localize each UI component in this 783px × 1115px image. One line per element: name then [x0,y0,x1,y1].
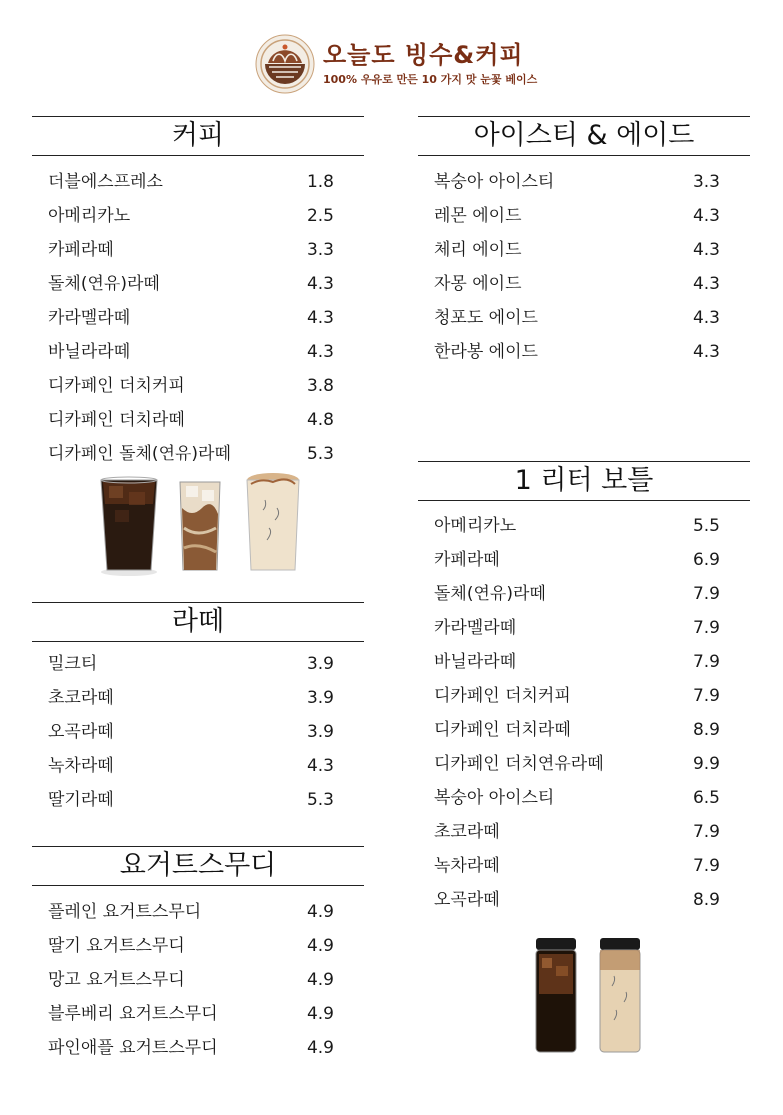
menu-item-price: 4.3 [692,274,720,294]
menu-item-name: 카페라떼 [434,550,500,570]
menu-item [32,267,364,301]
menu-item [32,895,364,929]
menu-item-name: 카라멜라떼 [434,618,517,638]
menu-item [32,403,364,437]
menu-item-price: 4.9 [306,1004,334,1024]
menu-item-price: 3.3 [306,240,334,260]
menu-item [32,647,364,681]
menu-item-name: 체리 에이드 [434,240,522,260]
section-title-coffee: 커피 [32,116,364,156]
menu-item [418,883,750,917]
section-title-1l-bottle: 1 리터 보틀 [418,461,750,501]
menu-item-price: 3.9 [306,722,334,742]
menu-item-name: 블루베리 요거트스무디 [48,1004,218,1024]
menu-item-name: 딸기라떼 [48,790,114,810]
menu-item [418,509,750,543]
menu-item-name: 바닐라라떼 [48,342,131,362]
menu-item-name: 복숭아 아이스티 [434,788,555,808]
menu-item-name: 아메리카노 [48,206,131,226]
menu-item-price: 7.9 [692,652,720,672]
menu-item-price: 3.9 [306,688,334,708]
menu-item-name: 디카페인 더치커피 [434,686,571,706]
menu-item-name: 초코라떼 [434,822,500,842]
section-icetea-ade [418,116,750,369]
menu-item-price: 4.9 [306,970,334,990]
menu-item-price: 4.3 [692,308,720,328]
menu-item-name: 카라멜라떼 [48,308,131,328]
menu-item [32,997,364,1031]
menu-item-name: 바닐라라떼 [434,652,517,672]
menu-item-name: 한라봉 에이드 [434,342,538,362]
menu-item [418,849,750,883]
menu-item [418,199,750,233]
menu-item-price: 6.5 [692,788,720,808]
menu-item-name: 녹차라떼 [434,856,500,876]
section-yogurt-smoothie [32,846,364,1065]
menu-item-price: 4.3 [306,756,334,776]
menu-item [418,233,750,267]
menu-item-price: 8.9 [692,890,720,910]
menu-item-price: 5.5 [692,516,720,536]
menu-item-name: 디카페인 더치라떼 [48,410,185,430]
menu-item [32,369,364,403]
section-coffee [32,116,364,471]
menu-item-price: 9.9 [692,754,720,774]
menu-item-price: 8.9 [692,720,720,740]
menu-item [32,681,364,715]
iced-latte-glass-image [176,478,224,574]
menu-item [418,645,750,679]
menu-item [418,543,750,577]
menu-item-name: 딸기 요거트스무디 [48,936,185,956]
menu-list-yogurt-smoothie [32,895,364,1065]
section-title-icetea-ade: 아이스티 & 에이드 [418,116,750,156]
menu-item-name: 망고 요거트스무디 [48,970,185,990]
header [255,34,537,94]
menu-item-name: 자몽 에이드 [434,274,522,294]
menu-item [418,781,750,815]
shop-title: 오늘도 빙수&커피 [323,41,524,69]
menu-item [32,929,364,963]
menu-list-1l-bottle [418,509,750,917]
menu-item [32,233,364,267]
menu-item [32,1031,364,1065]
menu-item-price: 5.3 [306,790,334,810]
menu-item [32,715,364,749]
menu-item [32,301,364,335]
menu-item-name: 더블에스프레소 [48,172,163,192]
menu-item-price: 4.3 [306,274,334,294]
menu-item-price: 4.3 [306,308,334,328]
menu-item-price: 7.9 [692,618,720,638]
section-title-yogurt-smoothie: 요거트스무디 [32,846,364,886]
menu-item-price: 4.8 [306,410,334,430]
menu-item-name: 오곡라떼 [434,890,500,910]
menu-item-price: 4.3 [692,342,720,362]
shop-subtitle: 100% 우유로 만든 10 가지 맛 눈꽃 베이스 [323,73,538,86]
menu-item [418,815,750,849]
menu-item-name: 디카페인 더치커피 [48,376,185,396]
menu-item-price: 5.3 [306,444,334,464]
menu-item [418,713,750,747]
latte-bottle-image [596,936,644,1056]
section-1l-bottle [418,461,750,917]
menu-item-name: 초코라떼 [48,688,114,708]
menu-item-price: 3.9 [306,654,334,674]
shop-logo-icon [255,34,315,94]
menu-item-price: 2.5 [306,206,334,226]
americano-bottle-image [532,936,580,1056]
menu-item-price: 7.9 [692,686,720,706]
menu-item-name: 밀크티 [48,654,98,674]
menu-item [418,679,750,713]
menu-item-price: 3.3 [692,172,720,192]
menu-item-price: 3.8 [306,376,334,396]
menu-item-price: 7.9 [692,822,720,842]
menu-item-price: 4.9 [306,902,334,922]
section-title-latte: 라떼 [32,602,364,642]
iced-americano-glass-image [95,474,163,578]
menu-item-price: 7.9 [692,856,720,876]
menu-item-name: 플레인 요거트스무디 [48,902,202,922]
section-latte [32,602,364,817]
menu-item [32,199,364,233]
menu-item-name: 복숭아 아이스티 [434,172,555,192]
menu-item-name: 디카페인 더치연유라떼 [434,754,604,774]
menu-item-name: 청포도 에이드 [434,308,538,328]
menu-item-price: 6.9 [692,550,720,570]
menu-item-price: 4.3 [692,206,720,226]
menu-item-price: 1.8 [306,172,334,192]
menu-item-name: 카페라떼 [48,240,114,260]
menu-list-icetea-ade [418,165,750,369]
dolce-latte-glass-image [243,470,303,574]
menu-item [418,747,750,781]
menu-item [418,165,750,199]
menu-item-name: 디카페인 더치라떼 [434,720,571,740]
menu-item [32,783,364,817]
menu-item-price: 4.3 [306,342,334,362]
menu-item [418,611,750,645]
menu-item-name: 오곡라떼 [48,722,114,742]
menu-list-coffee [32,165,364,471]
menu-item [32,335,364,369]
menu-item-name: 디카페인 돌체(연유)라떼 [48,444,231,464]
menu-item [418,577,750,611]
menu-item [418,267,750,301]
menu-item-name: 파인애플 요거트스무디 [48,1038,218,1058]
menu-item [32,963,364,997]
menu-item-price: 7.9 [692,584,720,604]
menu-item-name: 아메리카노 [434,516,517,536]
menu-item-name: 레몬 에이드 [434,206,522,226]
menu-item-name: 돌체(연유)라떼 [48,274,160,294]
menu-item-price: 4.3 [692,240,720,260]
menu-item [32,165,364,199]
menu-item-price: 4.9 [306,936,334,956]
menu-list-latte [32,647,364,817]
menu-item [418,335,750,369]
menu-item-name: 돌체(연유)라떼 [434,584,546,604]
menu-item [418,301,750,335]
menu-item [32,749,364,783]
menu-item-price: 4.9 [306,1038,334,1058]
menu-item-name: 녹차라떼 [48,756,114,776]
menu-item [32,437,364,471]
